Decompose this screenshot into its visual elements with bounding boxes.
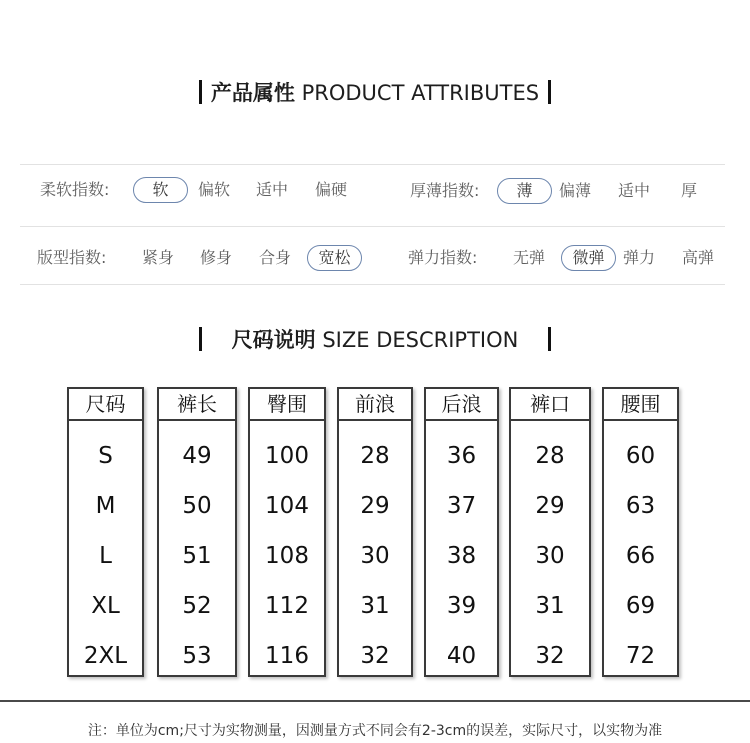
product-attributes-title: [0, 77, 750, 107]
divider: [20, 226, 725, 227]
table-cell: M: [95, 493, 116, 519]
size-description-title: [0, 324, 750, 354]
leg-opening-column: [509, 387, 591, 677]
thickness-option[interactable]: 偏薄: [559, 181, 592, 200]
table-cell: 32: [360, 643, 390, 669]
table-cell: 2XL: [83, 643, 128, 669]
table-cell: S: [98, 443, 113, 469]
table-cell: 100: [265, 443, 309, 469]
title-right-bar: [548, 80, 551, 104]
table-cell: 29: [360, 493, 390, 519]
thickness-label: 厚薄指数:: [410, 181, 480, 200]
length-column: [157, 387, 237, 677]
table-cell: 69: [625, 593, 656, 619]
elasticity-option[interactable]: 弹力: [623, 248, 656, 267]
title-right-bar: [548, 327, 551, 351]
size-column: [67, 387, 144, 677]
table-cell: 30: [535, 543, 565, 569]
table-cell: 49: [182, 443, 212, 469]
back-rise-column: [424, 387, 499, 677]
table-cell: 51: [182, 543, 212, 569]
table-cell: 63: [625, 493, 656, 519]
column-header: 尺码: [69, 389, 142, 421]
title-en: PRODUCT ATTRIBUTES: [301, 81, 540, 105]
fit-option[interactable]: 修身: [200, 248, 233, 267]
title-left-bar: [199, 80, 202, 104]
elasticity-option-selected[interactable]: 微弹: [561, 245, 616, 271]
column-header: 前浪: [339, 389, 411, 421]
waist-column: [602, 387, 679, 677]
table-cell: 112: [265, 593, 309, 619]
fit-option[interactable]: 合身: [259, 248, 292, 267]
fit-option[interactable]: 紧身: [142, 248, 175, 267]
table-cell: 108: [265, 543, 309, 569]
elasticity-label: 弹力指数:: [408, 248, 478, 267]
table-cell: 38: [446, 543, 477, 569]
table-cell: L: [99, 543, 112, 569]
table-cell: 39: [446, 593, 477, 619]
thickness-option[interactable]: 厚: [681, 181, 698, 200]
table-cell: 31: [360, 593, 390, 619]
thickness-option[interactable]: 适中: [618, 181, 651, 200]
column-header: 后浪: [426, 389, 497, 421]
elasticity-option[interactable]: 无弹: [513, 248, 546, 267]
divider: [20, 164, 725, 165]
fit-label: 版型指数:: [37, 248, 107, 267]
fit-option-selected[interactable]: 宽松: [307, 245, 362, 271]
table-cell: 60: [625, 443, 656, 469]
table-cell: 37: [446, 493, 477, 519]
column-header: 臀围: [250, 389, 324, 421]
column-header: 裤长: [159, 389, 235, 421]
table-cell: 50: [182, 493, 212, 519]
table-cell: 28: [535, 443, 565, 469]
table-cell: 28: [360, 443, 390, 469]
hip-column: [248, 387, 326, 677]
measurement-note: 注：单位为cm;尺寸为实物测量，因测量方式不同会有2-3cm的误差，实际尺寸，以实物为准: [87, 723, 663, 739]
table-cell: 104: [265, 493, 309, 519]
column-header: 裤口: [511, 389, 589, 421]
thickness-option-selected[interactable]: 薄: [497, 178, 552, 204]
front-rise-column: [337, 387, 413, 677]
softness-option-selected[interactable]: 软: [133, 177, 188, 203]
footer-divider: [0, 700, 750, 702]
table-cell: 72: [625, 643, 656, 669]
table-cell: 40: [446, 643, 477, 669]
table-cell: 31: [535, 593, 565, 619]
table-cell: XL: [91, 593, 120, 619]
softness-option[interactable]: 偏硬: [315, 180, 348, 199]
table-cell: 29: [535, 493, 565, 519]
softness-option[interactable]: 适中: [256, 180, 289, 199]
title-left-bar: [199, 327, 202, 351]
softness-label: 柔软指数:: [40, 180, 110, 199]
table-cell: 30: [360, 543, 390, 569]
table-cell: 52: [182, 593, 212, 619]
table-cell: 116: [265, 643, 309, 669]
title-cn: 产品属性: [210, 81, 295, 105]
title-en: SIZE DESCRIPTION: [322, 328, 519, 352]
table-cell: 36: [446, 443, 477, 469]
divider: [20, 284, 725, 285]
title-cn: 尺码说明: [231, 328, 316, 352]
table-cell: 66: [625, 543, 656, 569]
elasticity-option[interactable]: 高弹: [682, 248, 715, 267]
table-cell: 53: [182, 643, 212, 669]
column-header: 腰围: [604, 389, 677, 421]
table-cell: 32: [535, 643, 565, 669]
softness-option[interactable]: 偏软: [198, 180, 231, 199]
